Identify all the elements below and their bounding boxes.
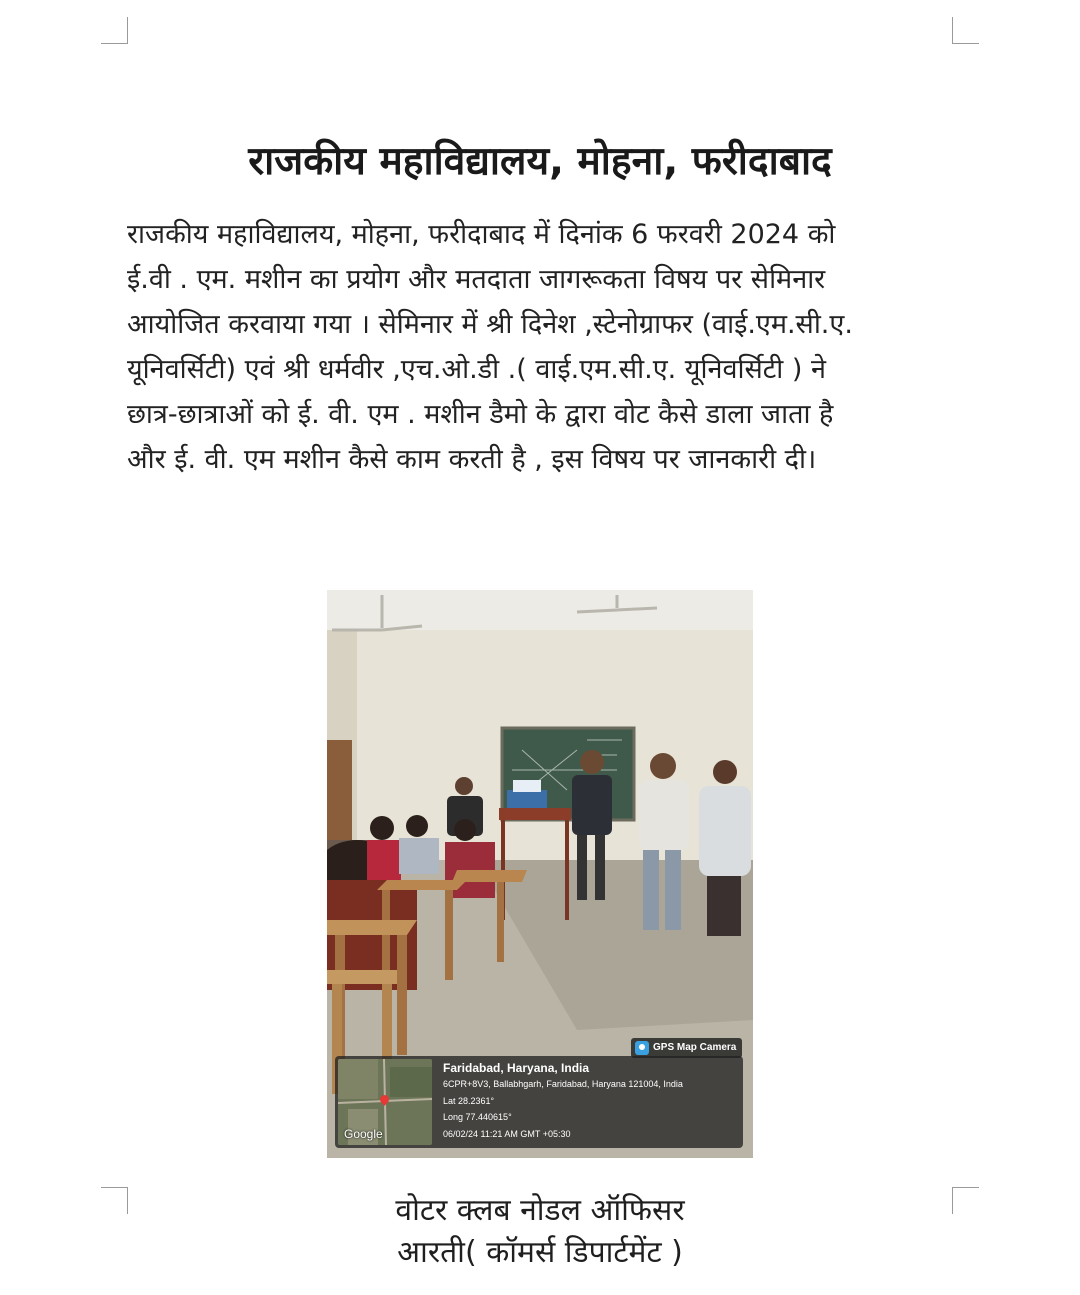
gps-location-title: Faridabad, Haryana, India <box>443 1061 590 1075</box>
body-line: यूनिवर्सिटी) एवं श्री धर्मवीर ,एच.ओ.डी .( वाई.एम.सी.ए. यूनिवर्सिटी ) ने <box>127 354 826 385</box>
gps-timestamp: 06/02/24 11:21 AM GMT +05:30 <box>443 1128 571 1139</box>
crop-mark-top-left <box>101 17 128 44</box>
body-paragraph <box>127 212 957 482</box>
gps-latitude: Lat 28.2361° <box>443 1095 495 1106</box>
body-line: राजकीय महाविद्यालय, मोहना, फरीदाबाद में दिनांक 6 फरवरी 2024 को <box>127 219 836 250</box>
body-line: छात्र-छात्राओं को ई. वी. एम . मशीन डैमो के द्वारा वोट कैसे डाला जाता है <box>127 399 834 430</box>
body-line: ई.वी . एम. मशीन का प्रयोग और मतदाता जागरूकता विषय पर सेमिनार <box>127 264 826 295</box>
gps-longitude: Long 77.440615° <box>443 1112 512 1122</box>
seminar-photo <box>327 590 753 1158</box>
gps-address: 6CPR+8V3, Ballabhgarh, Faridabad, Haryana 121004, India <box>443 1079 683 1089</box>
body-line: और ई. वी. एम मशीन कैसे काम करती है , इस विषय पर जानकारी दी। <box>127 444 817 475</box>
footer-name: आरती( कॉमर्स डिपार्टमेंट ) <box>397 1235 683 1270</box>
gps-camera-icon <box>635 1041 649 1055</box>
gps-details <box>443 1060 683 1142</box>
body-line: आयोजित करवाया गया । सेमिनार में श्री दिनेश ,स्टेनोग्राफर (वाई.एम.सी.ए. <box>127 309 853 340</box>
document-title: राजकीय महाविद्यालय, मोहना, फरीदाबाद <box>248 139 832 184</box>
gps-map-camera-badge <box>631 1038 742 1058</box>
crop-mark-top-right <box>952 17 979 44</box>
google-map-label: Google <box>344 1127 383 1141</box>
gps-info-overlay <box>335 1056 743 1148</box>
satellite-mini-map <box>338 1059 432 1145</box>
gps-badge-label: GPS Map Camera <box>653 1042 737 1053</box>
footer-designation: वोटर क्लब नोडल ऑफिसर <box>395 1193 685 1228</box>
